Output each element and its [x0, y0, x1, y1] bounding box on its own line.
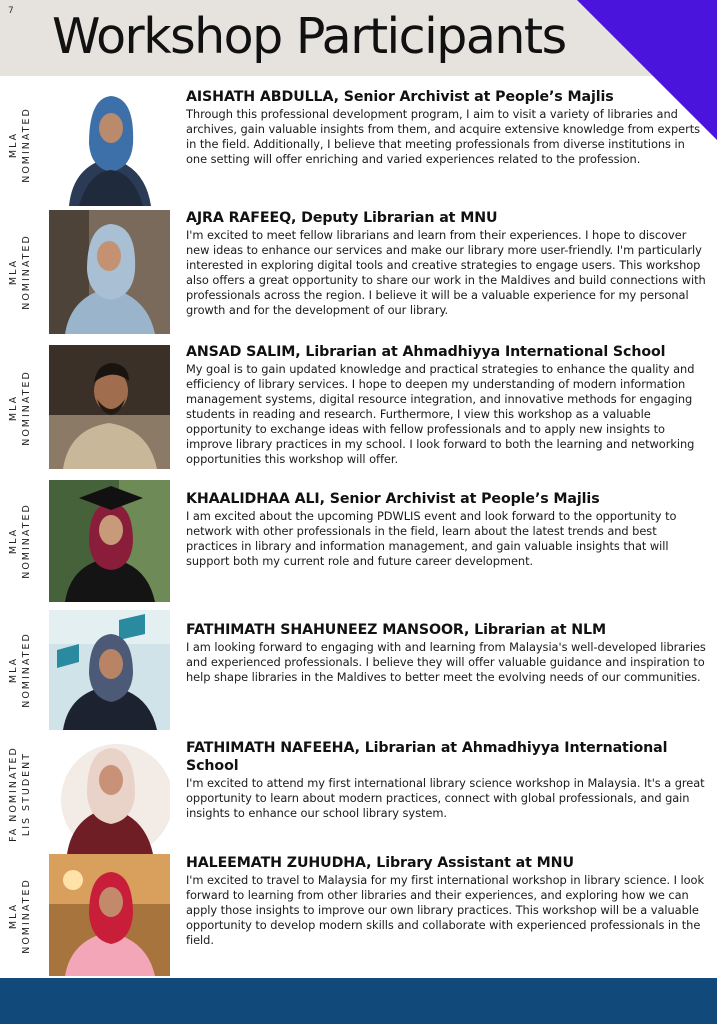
participant-text	[186, 854, 708, 948]
participant-quote: Through this professional development program, I aim to visit a variety of libraries and archives, gain valuable insights from them, and acquire extensive knowledge from experts in the field. Additionally, I believe that meeting professionals from diverse institutions in one setting will offer enriching and varied experiences related to the profession.	[186, 107, 701, 166]
participant-text	[186, 343, 708, 467]
participant-text	[186, 209, 708, 318]
participant-quote: I'm excited to attend my first international library science workshop in Malaysia. It's a great opportunity to learn about modern practices, connect with global professionals, and gain insights to enhance our school library system.	[186, 776, 705, 820]
participant-quote: I'm excited to meet fellow librarians and learn from their experiences. I hope to discover new ideas to enhance our services and make our library more user-friendly. I'm particularly interested in exploring digital tools and creative strategies to engage users. This workshop also offers a great opportunity to share our work in the Maldives and build connections with professionals across the region. I believe it will be a valuable experience for my personal growth and for the development of our library.	[186, 228, 706, 317]
participant-name: AJRA RAFEEQ, Deputy Librarian at MNU	[186, 210, 498, 226]
participant-name: KHAALIDHAA ALI, Senior Archivist at People’s Majlis	[186, 491, 600, 507]
participant-row	[0, 607, 717, 733]
corner-triangle-decoration	[577, 0, 717, 140]
participant-name: HALEEMATH ZUHUDHA, Library Assistant at MNU	[186, 855, 574, 871]
participant-photo	[49, 480, 170, 602]
participant-text	[186, 621, 708, 685]
nomination-label: MLA NOMINATED	[8, 107, 32, 183]
participant-row	[0, 207, 717, 337]
page-number: 7	[8, 6, 14, 16]
participant-quote: I am excited about the upcoming PDWLIS event and look forward to the opportunity to network with other professionals in the field, learn about the latest trends and best practices in library and information management, and gain valuable insights that will support both my current role and future career development.	[186, 509, 677, 568]
participant-quote: I am looking forward to engaging with and learning from Malaysia's well-developed libraries and experienced professionals. I believe they will offer valuable guidance and inspiration to help shape libraries in the Maldives to better meet the evolving needs of our communities.	[186, 640, 706, 684]
participant-name: AISHATH ABDULLA, Senior Archivist at People’s Majlis	[186, 89, 614, 105]
participant-quote: I'm excited to travel to Malaysia for my first international workshop in library science. I look forward to learning from other libraries and their experiences, and exploring how we can apply those insights to improve our own library practices. This workshop will be a valuable opportunity to develop modern skills and collaborate with experienced professionals in the field.	[186, 873, 705, 947]
participant-row	[0, 478, 717, 604]
participant-name: FATHIMATH SHAHUNEEZ MANSOOR, Librarian at NLM	[186, 622, 606, 638]
nomination-label: MLA NOMINATED	[8, 370, 32, 446]
nomination-label: FA NOMINATED LIS STUDENT	[8, 746, 32, 842]
participant-row	[0, 854, 717, 978]
footer-bar	[0, 978, 717, 1024]
participant-name: ANSAD SALIM, Librarian at Ahmadhiyya International School	[186, 344, 666, 360]
participant-quote: My goal is to gain updated knowledge and practical strategies to enhance the quality and efficiency of library services. I hope to deepen my understanding of modern information management systems, digital resource integration, and innovative methods for engaging students in reading and research. Furthermore, I view this workshop as a valuable opportunity to exchange ideas with fellow professionals and to apply new insights to improve library practices in my school. I look forward to both the learning and networking opportunities this workshop will offer.	[186, 362, 695, 466]
participant-row	[0, 341, 717, 475]
participant-photo	[49, 88, 170, 206]
participant-photo	[49, 736, 170, 854]
participant-text	[186, 739, 708, 821]
participant-photo	[49, 345, 170, 469]
participant-photo	[49, 210, 170, 334]
nomination-label: MLA NOMINATED	[8, 234, 32, 310]
participant-name: FATHIMATH NAFEEHA, Librarian at Ahmadhiyya International School	[186, 740, 668, 774]
nomination-label: MLA NOMINATED	[8, 503, 32, 579]
participant-photo	[49, 610, 170, 730]
nomination-label: MLA NOMINATED	[8, 878, 32, 954]
participant-text	[186, 490, 708, 569]
page-title: Workshop Participants	[52, 8, 566, 65]
participant-row	[0, 734, 717, 854]
nomination-label: MLA NOMINATED	[8, 632, 32, 708]
participant-photo	[49, 854, 170, 976]
